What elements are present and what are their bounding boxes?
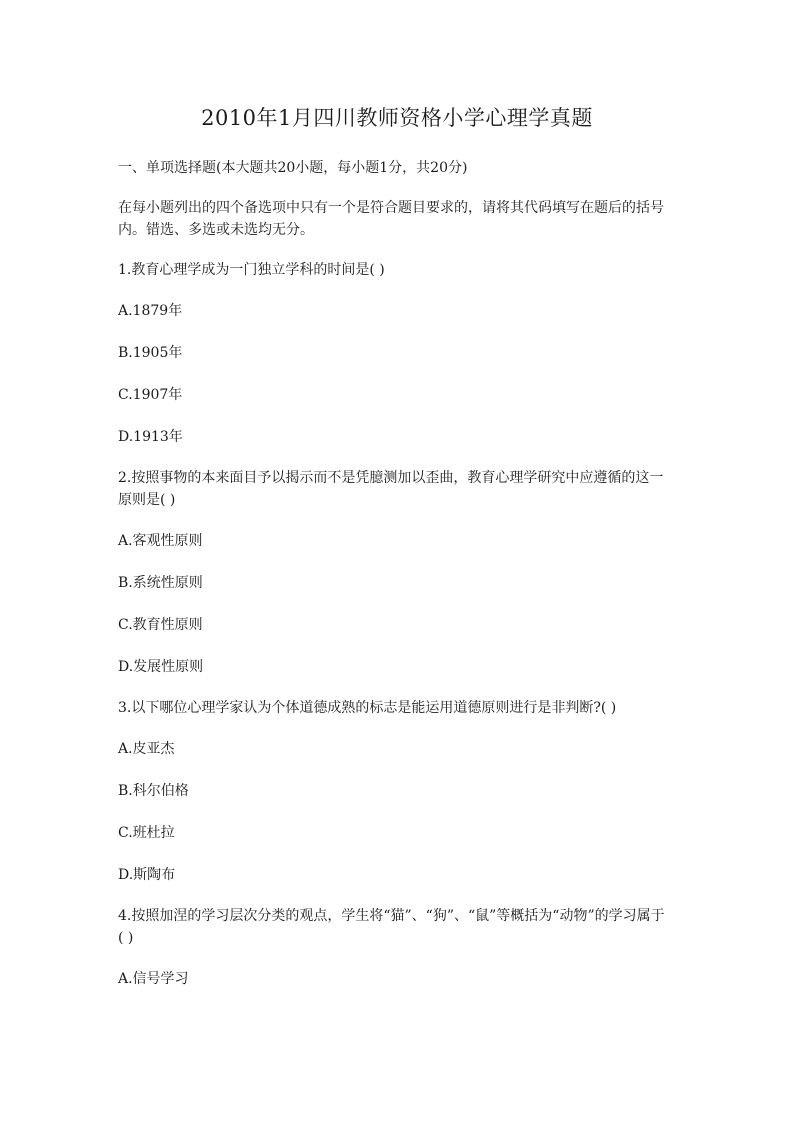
option-c: C.1907年 (118, 387, 183, 403)
section-heading: 一、单项选择题(本大题共20小题，每小题1分，共20分) (118, 160, 468, 176)
option-a: A.客观性原则 (118, 533, 203, 549)
instructions-text: 在每小题列出的四个备选项中只有一个是符合题目要求的，请将其代码填写在题后的括号内。错选、多选或未选均无分。 (118, 200, 664, 238)
question-4 (118, 905, 674, 990)
option-d: D.1913年 (118, 429, 183, 445)
option-a: A.皮亚杰 (118, 741, 175, 757)
document-title: 2010年1月四川教师资格小学心理学真题 (201, 106, 593, 130)
option-b: B.系统性原则 (118, 575, 203, 591)
question-stem: 4.按照加涅的学习层次分类的观点，学生将“猫”、“狗”、“鼠”等概括为“动物”的学习属于 ( ) (118, 908, 665, 946)
option-c: C.教育性原则 (118, 617, 203, 633)
option-d: D.发展性原则 (118, 659, 204, 675)
question-1 (118, 259, 674, 448)
option-a: A.1879年 (118, 303, 183, 319)
question-2 (118, 467, 674, 678)
option-c: C.班杜拉 (118, 825, 175, 841)
question-stem: 2.按照事物的本来面目予以揭示而不是凭臆测加以歪曲，教育心理学研究中应遵循的这一原则是( ) (118, 470, 664, 508)
document-body (118, 157, 674, 1010)
question-stem: 1.教育心理学成为一门独立学科的时间是( ) (118, 262, 385, 278)
option-b: B.1905年 (118, 345, 183, 361)
option-d: D.斯陶布 (118, 867, 176, 883)
question-stem: 3.以下哪位心理学家认为个体道德成熟的标志是能运用道德原则进行是非判断?( ) (118, 700, 617, 716)
question-3 (118, 697, 674, 886)
option-a: A.信号学习 (118, 971, 189, 987)
option-b: B.科尔伯格 (118, 783, 189, 799)
